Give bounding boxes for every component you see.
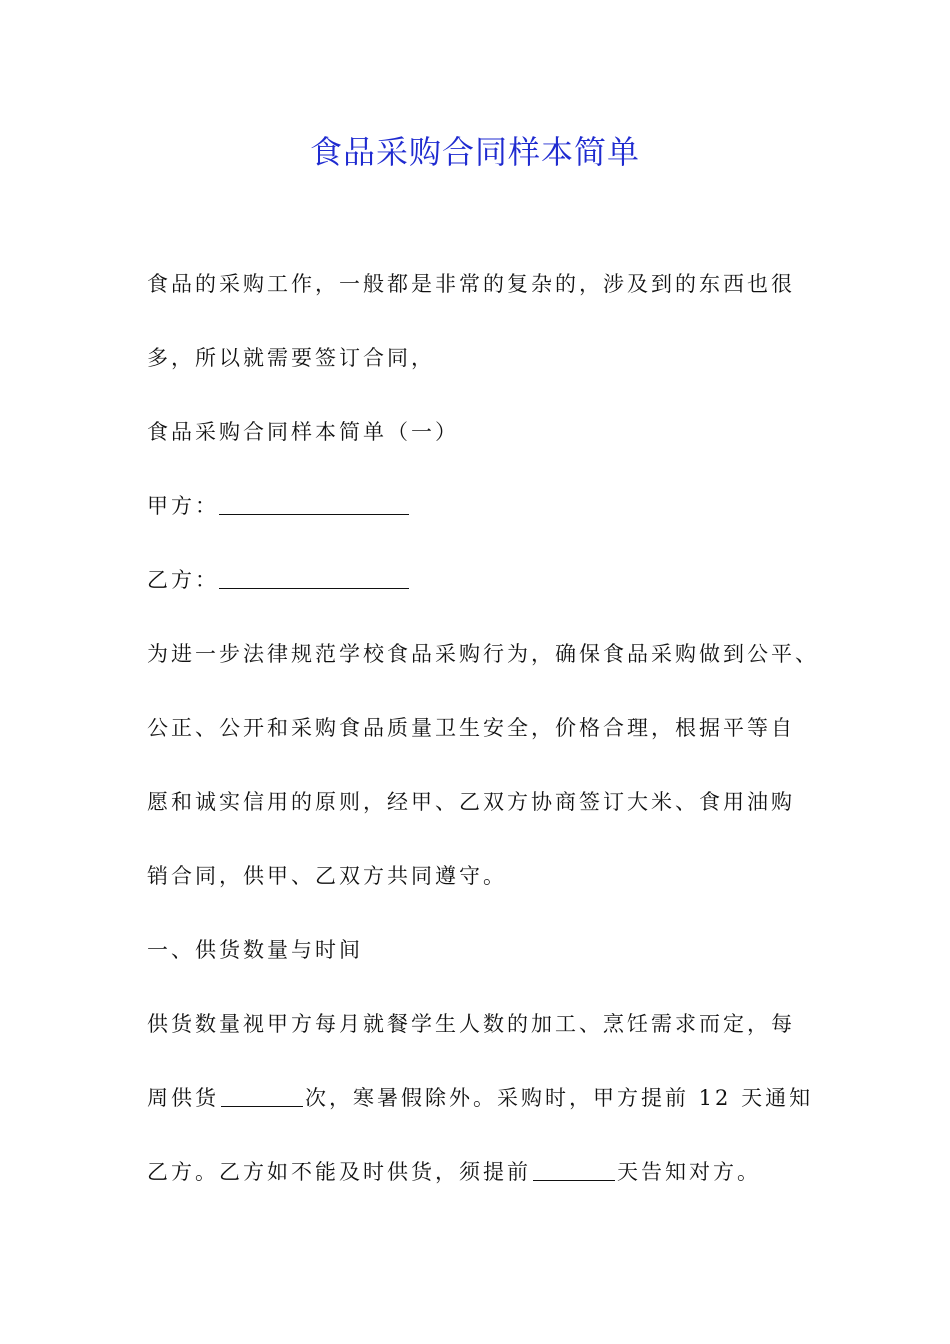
paragraph-line: 供货数量视甲方每月就餐学生人数的加工、烹饪需求而定，每 <box>147 1012 795 1036</box>
party-a-blank <box>219 494 409 515</box>
paragraph-line <box>147 1148 827 1222</box>
section-heading: 一、供货数量与时间 <box>147 938 363 962</box>
text-segment: 周供货 <box>147 1086 219 1110</box>
document-title: 食品采购合同样本简单 <box>309 133 640 171</box>
party-b-line <box>147 556 827 630</box>
paragraph-line: 为进一步法律规范学校食品采购行为，确保食品采购做到公平、 <box>147 642 819 666</box>
section-title: 食品采购合同样本简单（一） <box>147 420 459 444</box>
paragraph-line: 食品的采购工作，一般都是非常的复杂的，涉及到的东西也很 <box>147 272 795 296</box>
paragraph-line <box>147 1074 827 1148</box>
document-body <box>147 260 827 1222</box>
text-segment: 次，寒暑假除外。采购时，甲方提前 12 天通知 <box>305 1086 814 1110</box>
text-segment: 天告知对方。 <box>617 1160 761 1184</box>
paragraph-line: 销合同，供甲、乙双方共同遵守。 <box>147 864 507 888</box>
paragraph-line: 公正、公开和采购食品质量卫生安全，价格合理，根据平等自 <box>147 716 795 740</box>
frequency-blank <box>221 1086 303 1107</box>
text-segment: 乙方。乙方如不能及时供货，须提前 <box>147 1160 531 1184</box>
notice-days-blank <box>533 1160 615 1181</box>
party-b-blank <box>219 568 409 589</box>
party-a-label: 甲方： <box>147 494 219 518</box>
party-b-label: 乙方： <box>147 568 219 592</box>
paragraph-line: 多，所以就需要签订合同， <box>147 346 435 370</box>
paragraph-line: 愿和诚实信用的原则，经甲、乙双方协商签订大米、食用油购 <box>147 790 795 814</box>
party-a-line <box>147 482 827 556</box>
